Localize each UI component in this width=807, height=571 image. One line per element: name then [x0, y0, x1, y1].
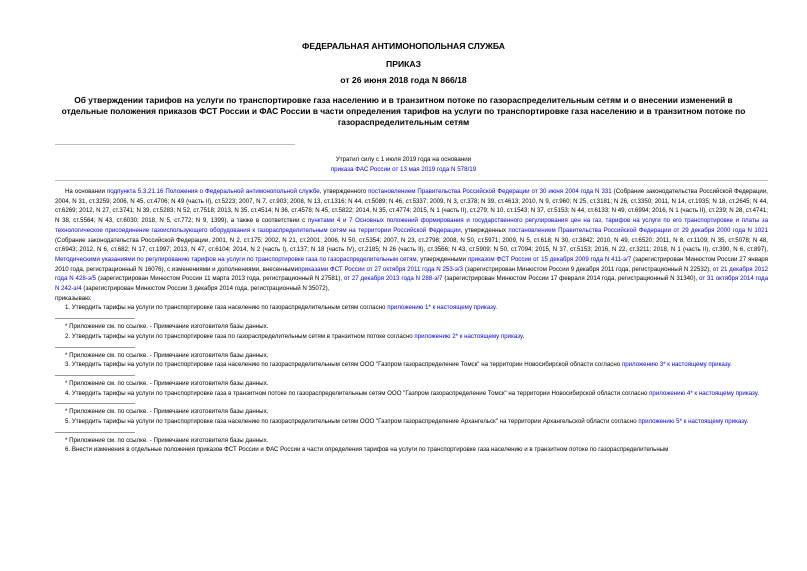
- footnote: * Приложение см. по ссылке. - Примечание изготовителя базы данных.: [65, 351, 269, 359]
- order-word: приказываю:: [55, 294, 92, 302]
- footnote: * Приложение см. по ссылке. - Примечание изготовителя базы данных.: [65, 408, 269, 416]
- org-name: ФЕДЕРАЛЬНАЯ АНТИМОНОПОЛЬНАЯ СЛУЖБА: [302, 41, 505, 51]
- footnote-divider: [55, 318, 135, 319]
- item-5: 5. Утвердить тарифы на услуги по транспортировке газа населению по газораспределительным сетям ООО "Газпром газораспределение Архангельск" на территории Архангельской области согласно приложению 5* к настоящему приказу.: [65, 418, 749, 426]
- item-4: 4. Утвердить тарифы на услуги по транспортировке газа в транзитном потоке по газораспределительным сетям ООО "Газпром газораспределение Томск" на территории Новосибирской области согласно приложению 4* к настоящему приказу.: [65, 389, 759, 397]
- item-3: 3. Утвердить тарифы на услуги по транспортировке газа населению по газораспределительным сетям ООО "Газпром газораспределение Томск" на территории Новосибирской области согласно приложению 3* к настоящему приказу.: [65, 361, 732, 369]
- link-metod-ukazaniya[interactable]: Методическими указаниями по регулированию тарифов на услуги по транспортировке газа по газораспределительным сетям: [55, 255, 417, 263]
- footnote: * Приложение см. по ссылке. - Примечание изготовителя базы данных.: [65, 323, 269, 331]
- item-6: 6. Внести изменения в отдельные положения приказов ФСТ России и ФАС России в части определения тарифов на услуги по транспортировке газа населению и в транзитном потоке по газораспределительным: [65, 446, 669, 454]
- link-appendix-4[interactable]: приложению 4* к настоящему приказу: [649, 389, 758, 397]
- status-text: Утратил силу с 1 июля 2019 года на основании: [335, 156, 472, 163]
- item-text: 2. Утвердить тарифы на услуги по транспортировке газа по газораспределительным сетям в транзитном потоке согласно: [65, 332, 415, 340]
- link-prikaz-411[interactable]: приказом ФСТ России от 15 декабря 2009 года N 411-э/7: [467, 255, 632, 263]
- link-prikaz-288[interactable]: от 27 декабря 2013 года N 288-э/7: [343, 275, 443, 283]
- link-postanovlenie-331[interactable]: постановлением Правительства Российской Федерации от 30 июня 2004 года N 331: [368, 188, 612, 195]
- link-appendix-3[interactable]: приложению 3* к настоящему приказу: [621, 361, 730, 369]
- preamble-text: (Собрание законодательства Российской Федерации, 2001, N 2, ст.175; 2002, N 21, ст.2001; 2006, N 50, ст.5354; 2007, N 23, ст.2798; 2008, N 50, ст.5971; 2009, N 5, ст.618; N 30, ст.3842; 2010, N 49, ст.6520; 2011, N 8, ст.1109; N 35, ст.5078; N 48, ст.6943; 2012, N 6, ст.682; N 17, ст.1997; 2013, N 47, ст.6104; 2014, N 2 (часть I), ст.137; N 18 (часть IV), ст.2185; N 26 (часть II), ст.3566; N 43, ст.5909; N 50, ст.7094; 2015, N 37, ст.5153; 2016, N 22, ст.3211; 2018, N 1 (часть II), ст.390, N 6, ст.897),: [55, 236, 768, 254]
- preamble-text: (зарегистрирован Минюстом России 9 декабря 2011 года, регистрационный N 22532),: [463, 265, 713, 273]
- preamble-text: , утвержденного: [319, 188, 367, 195]
- item-text: 1. Утвердить тарифы на услуги по транспортировке газа населению по газораспределительным сетям согласно: [65, 304, 388, 312]
- link-appendix-1[interactable]: приложению 1* к настоящему приказу: [387, 304, 496, 312]
- footnote: * Приложение см. по ссылке. - Примечание изготовителя базы данных.: [65, 379, 269, 387]
- preamble-text: (зарегистрирован Минюстом России 27 января 2010 года, регистрационный N 16076), с изменениями и дополнениями, внесенными: [55, 255, 768, 273]
- preamble-text: (зарегистрирован Минюстом России 3 декабря 2014 года, регистрационный N 35072),: [81, 285, 330, 293]
- link-prikaz-242[interactable]: от 31 октября 2014 года N 242-э/4: [55, 275, 768, 293]
- preamble-text: (Собрание законодательства Российской Федерации, 2004, N 31, ст.3259; 2006, N 45, ст.4706; N 49 (часть II), ст.5223; 2007, N 7, ст.903; 2008, N 13, ст.1316; N 44, ст.5089; N 46, ст.5337; 2009, N 3, ст.378; N 39, ст.4613; 2010, N 9, ст.960; N 25, ст.3181; N 26, ст.3350; 2011, N 14, ст.1935; N 18, ст.2645; N 44, ст.6269; 2012, N 27, ст.3741; N 39, ст.5283; N 52, ст.7518; 2013, N 35, ст.4514; N 36, ст.4578; N 45, ст.5822; 2014, N 35, ст.4774; 2015, N 1 (часть II), ст.279; N 10, ст.1543; N 37, ст.5153; N 44, ст.6133; N 49, ст.6994; 2016, N 1 (часть II), ст.239; N 28, ст.4741; N 38, ст.5564; N 43, ст.6030; 2018, N 5, ст.772; N 9, 1399), а также в соответствии с: [55, 188, 768, 225]
- status-link[interactable]: приказа ФАС России от 13 мая 2019 года N 578/19: [330, 165, 477, 173]
- divider: [55, 144, 295, 145]
- footnote-divider: [55, 432, 135, 433]
- preamble-text: , утвержденными: [416, 255, 468, 263]
- preamble-text: , утвержденных: [460, 226, 509, 234]
- item-2: 2. Утвердить тарифы на услуги по транспортировке газа по газораспределительным сетям в транзитном потоке согласно приложению 2* к настоящему приказу.: [65, 332, 525, 340]
- link-regulation[interactable]: подпункта 5.3.21.16 Положения о Федеральной антимонопольной службе: [106, 188, 320, 195]
- link-osnovnye-polozheniya[interactable]: пунктами 4 и 7 Основных положений формирования и государственного регулирования цен на газ, тарифов на услуги по его транспортировке и платы за технологическое присоединение газоиспользующего оборудования к газораспределительным сетям на территории Российской Федерации: [55, 217, 768, 234]
- footnote-divider: [55, 347, 135, 348]
- item-text: 3. Утвердить тарифы на услуги по транспортировке газа населению по газораспределительным сетям ООО "Газпром газораспределение Томск" на территории Новосибирской области согласно: [65, 361, 622, 369]
- footnote: * Приложение см. по ссылке. - Примечание изготовителя базы данных.: [65, 436, 269, 444]
- document-body: [55, 187, 768, 455]
- doc-type: ПРИКАЗ: [386, 59, 421, 69]
- link-appendix-5[interactable]: приложению 5* к настоящему приказу: [638, 418, 747, 426]
- link-prikaz-428[interactable]: от 21 декабря 2012 года N 428-э/5: [55, 265, 769, 283]
- status-note: [0, 155, 807, 174]
- preamble-text: (зарегистрирован Минюстом России 11 марта 2013 года, регистрационный N 27581),: [96, 275, 344, 283]
- item-text: 4. Утвердить тарифы на услуги по транспортировке газа в транзитном потоке по газораспределительным сетям ООО "Газпром газораспределение Томск" на территории Новосибирской области согласно: [65, 389, 650, 397]
- item-text: 5. Утвердить тарифы на услуги по транспортировке газа населению по газораспределительным сетям ООО "Газпром газораспределение Архангельск" на территории Архангельской области согласно: [65, 418, 639, 426]
- preamble-text: На основании: [65, 188, 105, 195]
- footnote-divider: [55, 403, 135, 404]
- preamble-text: (зарегистрирован Минюстом России 17 февраля 2014 года, регистрационный N 31340),: [442, 275, 700, 283]
- item-1: 1. Утвердить тарифы на услуги по транспортировке газа населению по газораспределительным сетям согласно приложению 1* к настоящему приказу.: [65, 304, 497, 312]
- footnote-divider: [55, 375, 135, 376]
- doc-title: Об утверждении тарифов на услуги по транспортировке газа населению и в транзитном потоке по газораспределительным сетям и о внесении изменений в отдельные положения приказов ФСТ России и ФАС России в части определения тарифов на услуги по транспортировке газа населению и в транзитном потоке по газораспределительным сетям: [61, 95, 746, 127]
- divider: [55, 180, 768, 181]
- preamble: [55, 187, 768, 294]
- link-prikaz-253[interactable]: приказами ФСТ России от 27 октября 2011 года N 253-э/3: [298, 265, 464, 273]
- link-appendix-2[interactable]: приложению 2* к настоящему приказу: [414, 332, 523, 340]
- doc-date-number: от 26 июня 2018 года N 866/18: [340, 75, 467, 85]
- link-postanovlenie-1021[interactable]: постановлением Правительства Российской Федерации от 29 декабря 2000 года N 1021: [508, 226, 768, 234]
